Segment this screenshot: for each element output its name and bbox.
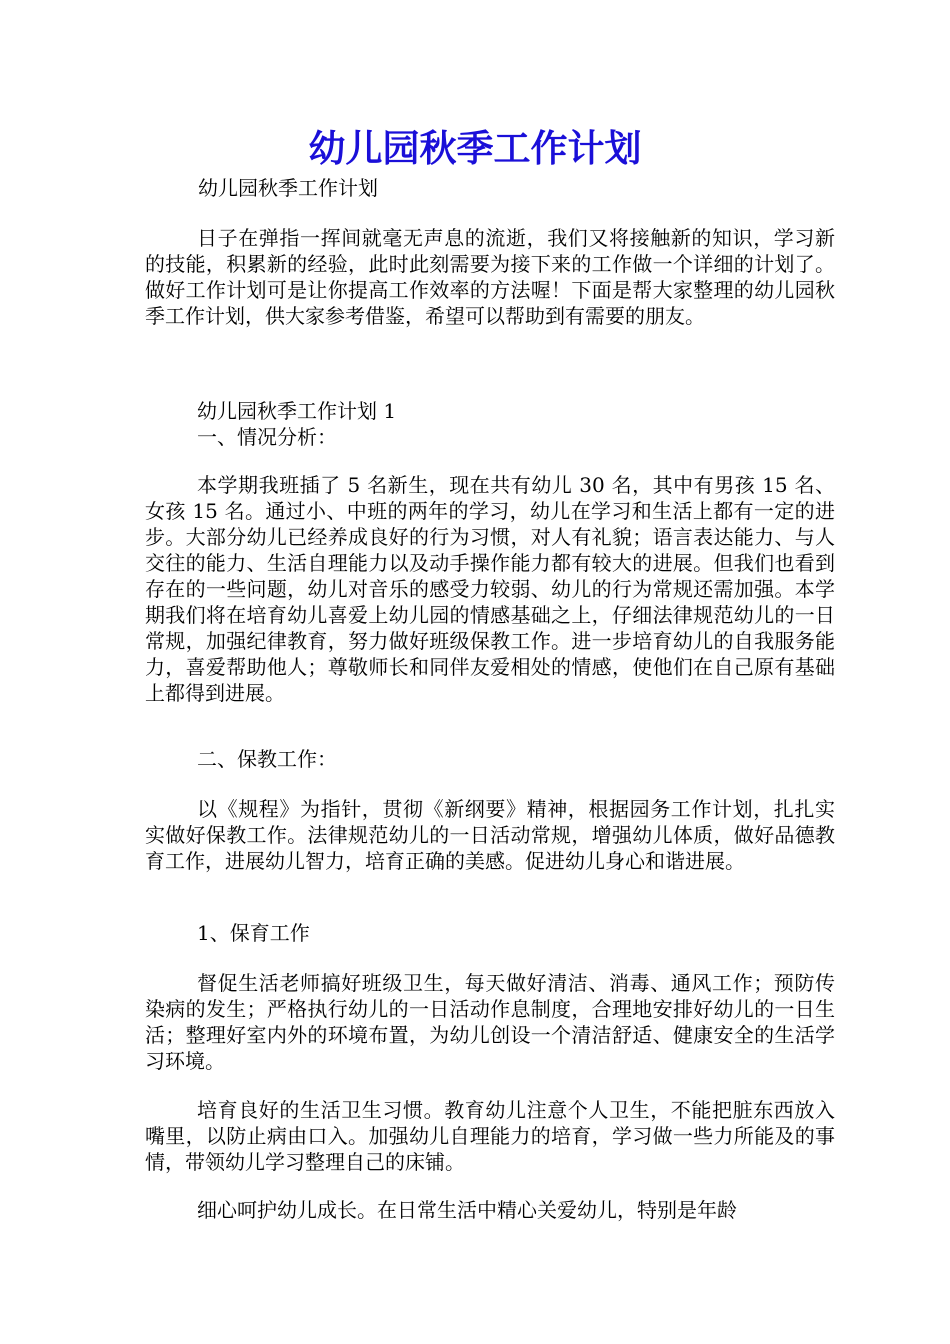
intro-paragraph: 日子在弹指一挥间就毫无声息的流逝，我们又将接触新的知识，学习新的技能，积累新的经验，此时此刻需要为接下来的工作做一个详细的计划了。做好工作计划可是让你提高工作效率的方法喔！下面是帮大家整理的幼儿园秋季工作计划，供大家参考借鉴，希望可以帮助到有需要的朋友。 bbox=[145, 226, 835, 328]
section2-heading: 二、保教工作： bbox=[197, 747, 337, 771]
section2-paragraph: 以《规程》为指针，贯彻《新纲要》精神，根据园务工作计划，扎扎实实做好保教工作。法律规范幼儿的一日活动常规，增强幼儿体质，做好品德教育工作，进展幼儿智力，培育正确的美感。促进幼儿身心和谐进展。 bbox=[145, 797, 835, 873]
section1-heading: 一、情况分析： bbox=[197, 425, 337, 449]
plan1-heading: 幼儿园秋季工作计划 1 bbox=[197, 399, 397, 423]
section1-paragraph: 本学期我班插了 5 名新生，现在共有幼儿 30 名，其中有男孩 15 名、女孩 15 名。通过小、中班的两年的学习，幼儿在学习和生活上都有一定的进步。大部分幼儿已经养成良好的行为习惯，对人有礼貌；语言表达能力、与人交往的能力、生活自理能力以及动手操作能力都有较大的进展。但我们也看到存在的一些问题，幼儿对音乐的感受力较弱、幼儿的行为常规还需加强。本学期我们将在培育幼儿喜爱上幼儿园的情感基础之上，仔细法律规范幼儿的一日常规，加强纪律教育，努力做好班级保教工作。进一步培育幼儿的自我服务能力，喜爱帮助他人；尊敬师长和同伴友爱相处的情感，使他们在自己原有基础上都得到进展。 bbox=[145, 473, 835, 705]
document-title: 幼儿园秋季工作计划 bbox=[308, 126, 642, 170]
document-subtitle: 幼儿园秋季工作计划 bbox=[198, 176, 378, 200]
care-paragraph: 细心呵护幼儿成长。在日常生活中精心关爱幼儿，特别是年龄 bbox=[197, 1198, 737, 1222]
habits-paragraph: 培育良好的生活卫生习惯。教育幼儿注意个人卫生，不能把脏东西放入嘴里，以防止病由口入。加强幼儿自理能力的培育，学习做一些力所能及的事情，带领幼儿学习整理自己的床铺。 bbox=[145, 1098, 835, 1174]
hygiene-paragraph: 督促生活老师搞好班级卫生，每天做好清洁、消毒、通风工作；预防传染病的发生；严格执行幼儿的一日活动作息制度，合理地安排好幼儿的一日生活；整理好室内外的环境布置，为幼儿创设一个清洁舒适、健康安全的生活学习环境。 bbox=[145, 971, 835, 1073]
subsection1-heading: 1、保育工作 bbox=[197, 921, 310, 945]
